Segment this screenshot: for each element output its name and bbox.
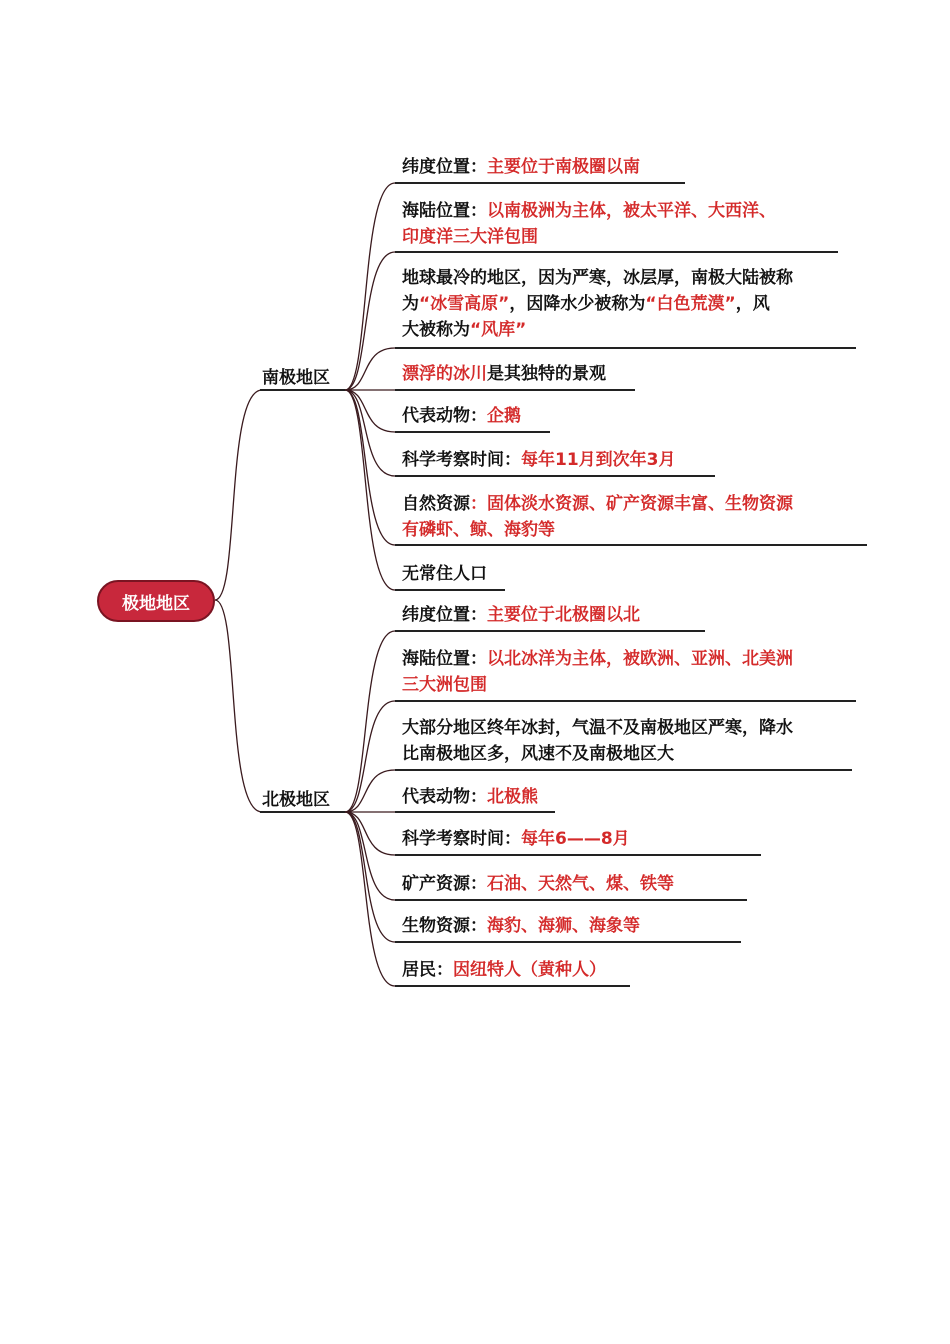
south-research-underline (395, 475, 715, 477)
south-landsea-node[interactable] (402, 198, 776, 250)
south-landsea-value: 以南极洲为主体，被太平洋、大西洋、 (487, 201, 776, 221)
north-animal-label: 代表动物： (402, 787, 487, 807)
north-research-node[interactable] (402, 826, 630, 852)
north-residents-node[interactable] (402, 957, 606, 983)
north-residents-value: 因纽特人（黄种人） (453, 960, 606, 980)
south-research-node[interactable] (402, 447, 676, 473)
south-glacier-underline (395, 389, 635, 391)
south-animal-label: 代表动物： (402, 406, 487, 426)
branch-south-underline (260, 389, 345, 391)
branch-south-label: 南极地区 (262, 368, 330, 388)
root-to-south-connector (215, 390, 345, 600)
south-latitude-label: 纬度位置： (402, 157, 487, 177)
north-bio-underline (395, 941, 741, 943)
north-latitude-value: 主要位于北极圈以北 (487, 605, 640, 625)
south-landsea-underline (395, 251, 838, 253)
north-animal-value: 北极熊 (487, 787, 538, 807)
south-landsea-label: 海陆位置： (402, 201, 487, 221)
south-resources-underline (395, 544, 867, 546)
south-glacier-value: 漂浮的冰川 (402, 364, 487, 384)
north-research-label: 科学考察时间： (402, 829, 521, 849)
south-glacier-node[interactable] (402, 361, 606, 387)
north-climate-line2: 比南极地区多，风速不及南极地区大 (402, 744, 674, 764)
south-climate-underline (395, 347, 856, 349)
root-to-north-connector (215, 600, 345, 812)
north-connector-6 (345, 812, 395, 900)
root-label: 极地地区 (122, 593, 190, 614)
north-bio-label: 生物资源： (402, 916, 487, 936)
south-animal-value: 企鹅 (487, 406, 521, 426)
south-climate-line1: 地球最冷的地区，因为严寒，冰层厚，南极大陆被称 (402, 268, 793, 288)
south-connector-1 (345, 183, 395, 390)
north-latitude-label: 纬度位置： (402, 605, 487, 625)
south-animal-node[interactable] (402, 403, 521, 429)
branch-south[interactable] (262, 363, 330, 388)
south-resources-value2: 有磷虾、鲸、海豹等 (402, 520, 555, 540)
north-animal-node[interactable] (402, 784, 538, 810)
north-minerals-underline (395, 899, 747, 901)
north-climate-node[interactable] (402, 715, 793, 767)
south-climate-wind-store: “风库” (470, 320, 527, 340)
branch-north-label: 北极地区 (262, 790, 330, 810)
south-population-underline (395, 589, 505, 591)
north-climate-underline (395, 769, 852, 771)
south-resources-label: 自然资源 (402, 494, 470, 514)
north-connector-7 (345, 812, 395, 942)
north-landsea-value2: 三大洲包围 (402, 675, 487, 695)
north-residents-underline (395, 985, 630, 987)
south-latitude-underline (395, 182, 685, 184)
south-climate-p4: ，风 (735, 294, 770, 314)
north-landsea-label: 海陆位置： (402, 649, 487, 669)
south-latitude-value: 主要位于南极圈以南 (487, 157, 640, 177)
north-connector-2 (345, 701, 395, 812)
north-latitude-underline (395, 630, 705, 632)
south-population-label: 无常住人口 (402, 564, 487, 584)
south-landsea-value2: 印度洋三大洋包围 (402, 227, 538, 247)
south-resources-node[interactable] (402, 491, 793, 543)
north-latitude-node[interactable] (402, 602, 640, 628)
north-landsea-node[interactable] (402, 646, 793, 698)
north-landsea-value: 以北冰洋为主体，被欧洲、亚洲、北美洲 (487, 649, 793, 669)
north-bio-node[interactable] (402, 913, 640, 939)
north-research-underline (395, 854, 761, 856)
north-research-value: 每年6——8月 (521, 829, 630, 849)
branch-north-underline (260, 811, 345, 813)
north-landsea-underline (395, 700, 856, 702)
south-climate-p3: ，因降水少被称为 (509, 294, 646, 314)
north-minerals-value: 石油、天然气、煤、铁等 (487, 874, 674, 894)
south-latitude-node[interactable] (402, 154, 640, 180)
south-climate-p5: 大被称为 (402, 320, 470, 340)
south-resources-value: ：固体淡水资源、矿产资源丰富、生物资源 (470, 494, 793, 514)
north-minerals-node[interactable] (402, 871, 674, 897)
south-climate-node[interactable] (402, 265, 793, 343)
south-connector-6 (345, 390, 395, 476)
north-bio-value: 海豹、海狮、海象等 (487, 916, 640, 936)
south-glacier-label: 是其独特的景观 (487, 364, 606, 384)
south-animal-underline (395, 431, 550, 433)
south-population-node[interactable] (402, 561, 487, 587)
south-climate-p2: 为 (402, 294, 419, 314)
south-connector-2 (345, 252, 395, 390)
root-node[interactable] (97, 580, 215, 622)
north-residents-label: 居民： (402, 960, 453, 980)
south-climate-ice-plateau: “冰雪高原” (419, 294, 510, 314)
north-minerals-label: 矿产资源： (402, 874, 487, 894)
south-climate-white-desert: “白色荒漠” (645, 294, 736, 314)
south-research-label: 科学考察时间： (402, 450, 521, 470)
south-research-value: 每年11月到次年3月 (521, 450, 676, 470)
north-climate-line1: 大部分地区终年冰封，气温不及南极地区严寒，降水 (402, 718, 793, 738)
branch-north[interactable] (262, 785, 330, 810)
north-animal-underline (395, 811, 555, 813)
